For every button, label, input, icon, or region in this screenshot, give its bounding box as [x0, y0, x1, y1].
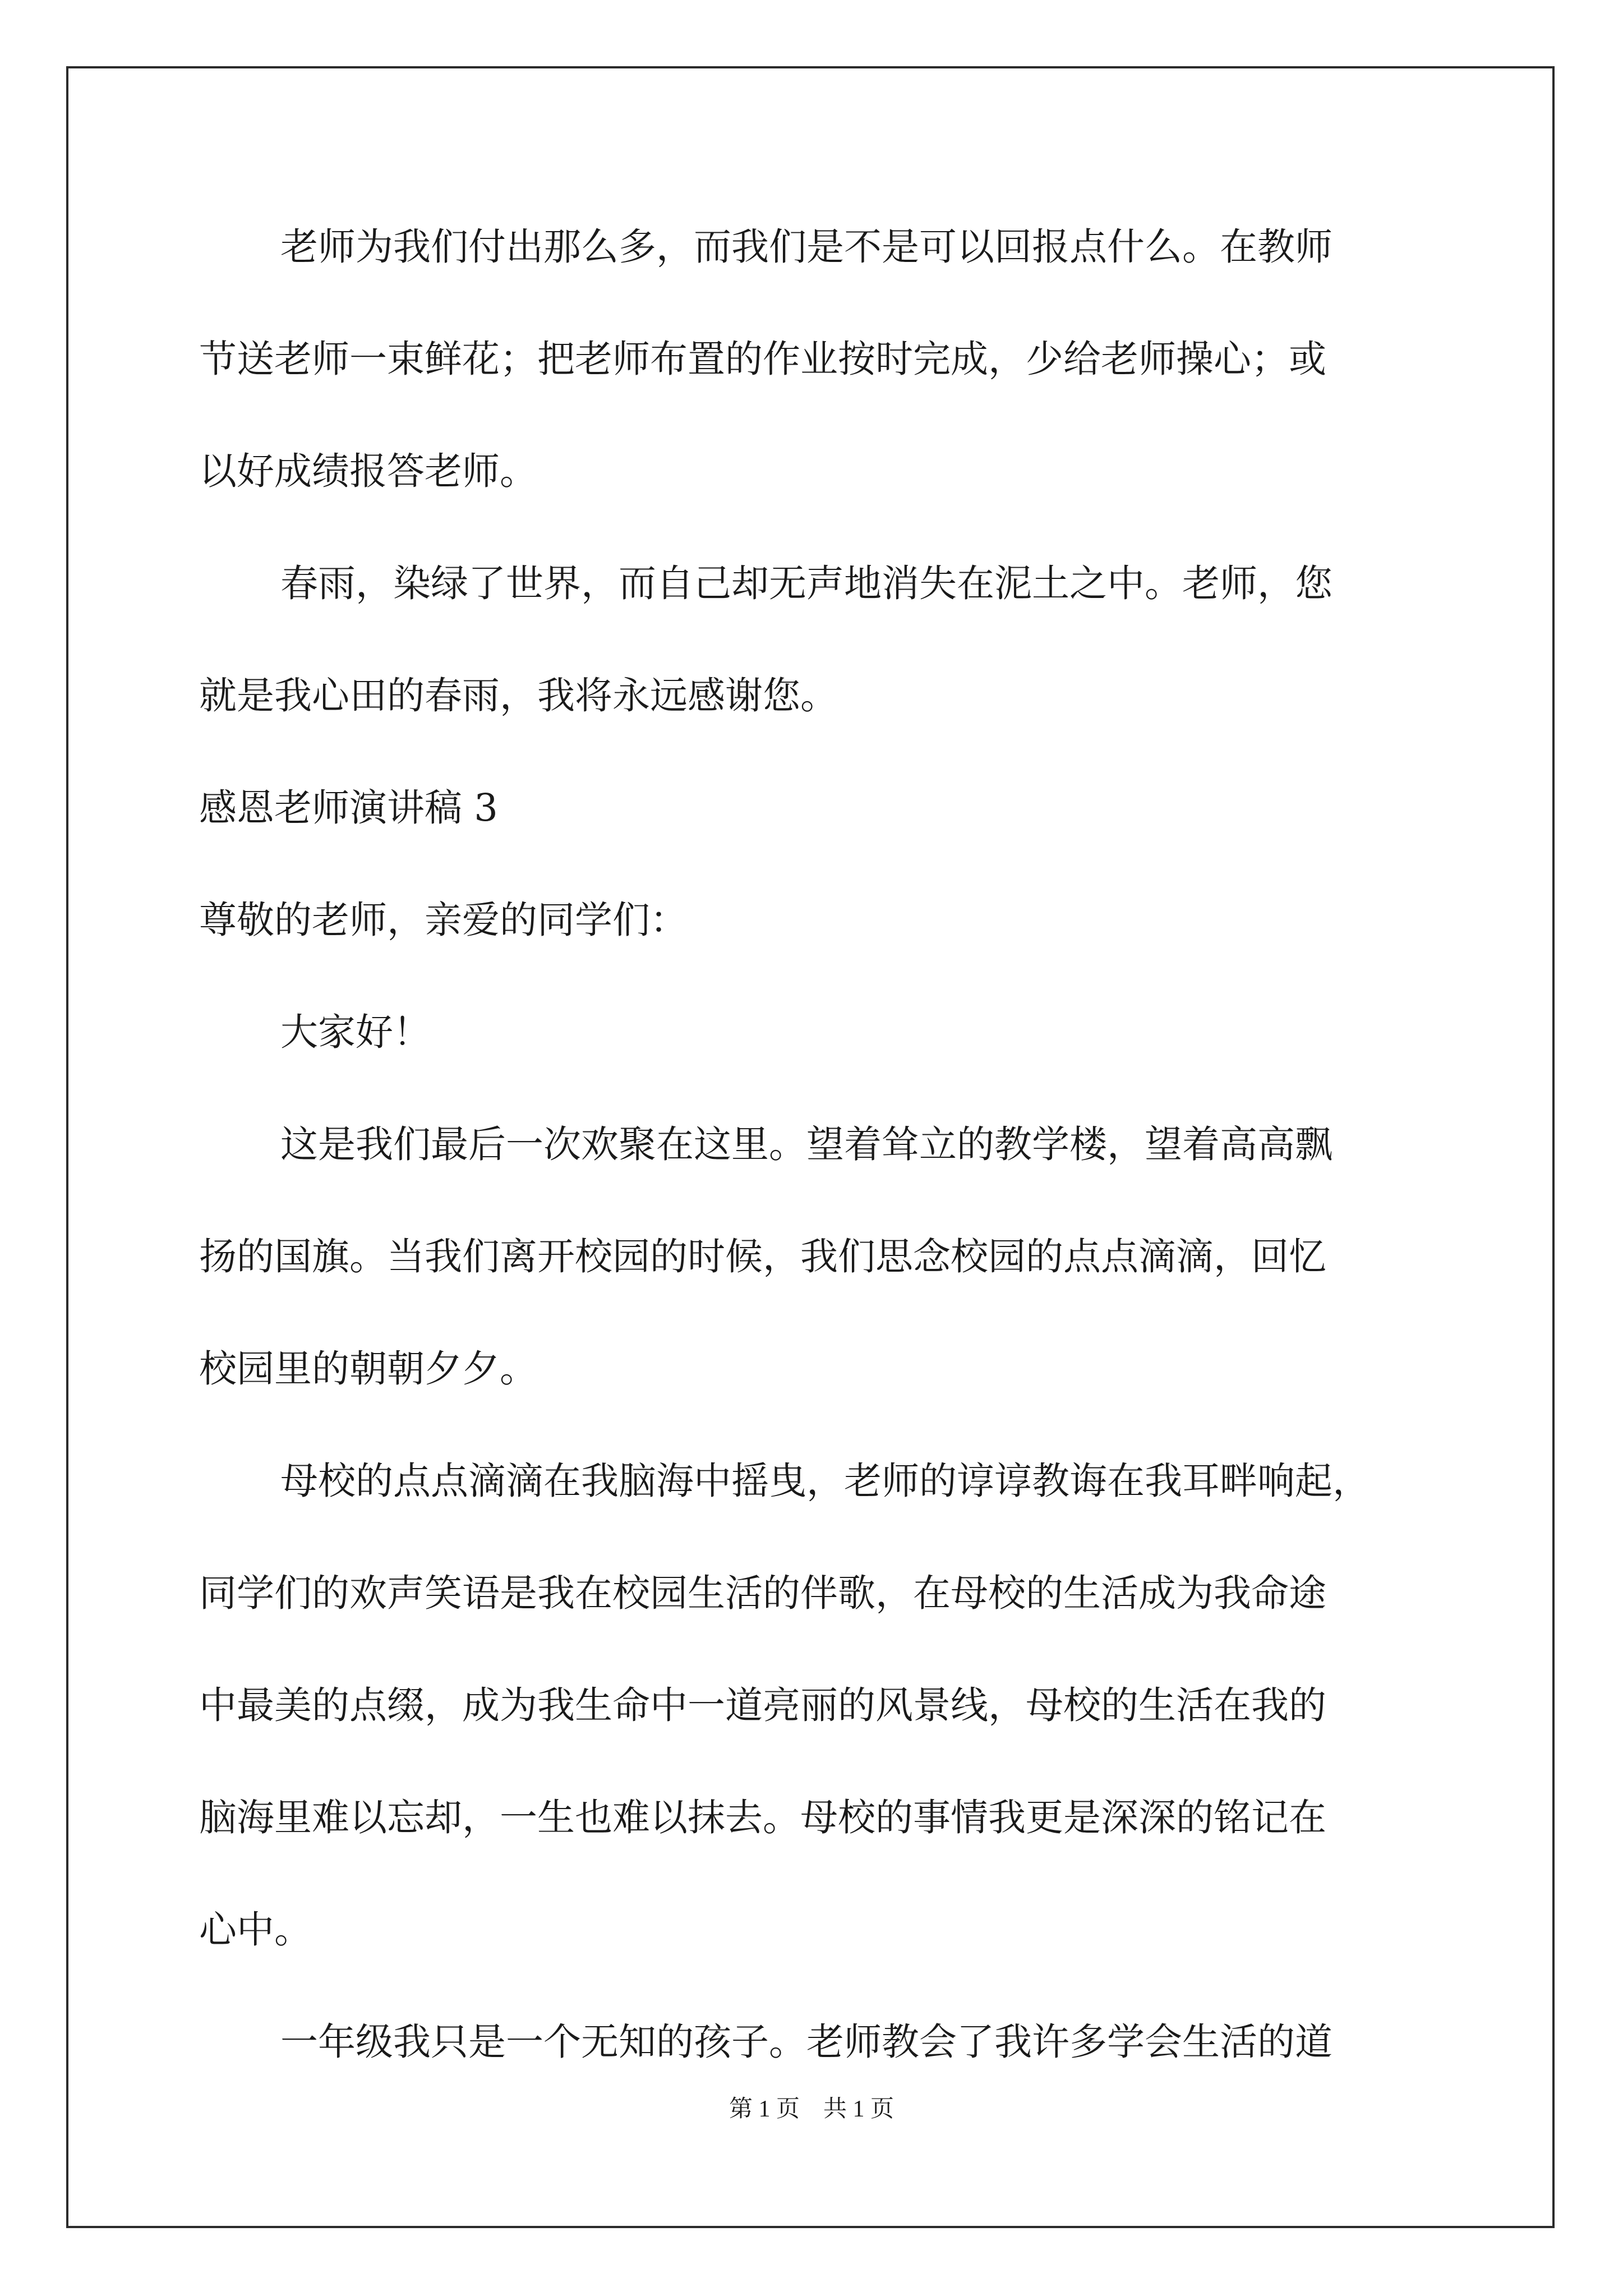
paragraph-line: 春雨，染绿了世界，而自己却无声地消失在泥土之中。老师，您: [280, 562, 1332, 605]
paragraph-line: 同学们的欢声笑语是我在校园生活的伴歌，在母校的生活成为我命途: [199, 1571, 1326, 1615]
paragraph-line: 扬的国旗。当我们离开校园的时候，我们思念校园的点点滴滴，回忆: [199, 1235, 1326, 1278]
paragraph-line: 脑海里难以忘却，一生也难以抹去。母校的事情我更是深深的铭记在: [199, 1796, 1326, 1839]
paragraph-line: 节送老师一束鲜花；把老师布置的作业按时完成，少给老师操心；或: [199, 337, 1326, 381]
paragraph-line: 中最美的点缀，成为我生命中一道亮丽的风景线，母校的生活在我的: [199, 1683, 1326, 1727]
page-number-footer: 第 1 页 共 1 页: [728, 2096, 894, 2122]
paragraph-line: 就是我心田的春雨，我将永远感谢您。: [199, 674, 838, 717]
paragraph-line: 一年级我只是一个无知的孩子。老师教会了我许多学会生活的道: [280, 2020, 1332, 2064]
paragraph-line: 心中。: [199, 1908, 312, 1952]
paragraph-line: 以好成绩报答老师。: [199, 449, 537, 493]
paragraph-line: 母校的点点滴滴在我脑海中摇曳，老师的谆谆教诲在我耳畔响起，: [280, 1459, 1370, 1503]
paragraph-line: 老师为我们付出那么多，而我们是不是可以回报点什么。在教师: [280, 225, 1332, 269]
greeting: 大家好！: [280, 1010, 431, 1054]
section-heading: 感恩老师演讲稿 3: [199, 786, 498, 830]
paragraph-line: 这是我们最后一次欢聚在这里。望着耸立的教学楼，望着高高飘: [280, 1122, 1332, 1166]
paragraph-line: 校园里的朝朝夕夕。: [199, 1347, 537, 1391]
salutation: 尊敬的老师，亲爱的同学们：: [199, 898, 688, 942]
